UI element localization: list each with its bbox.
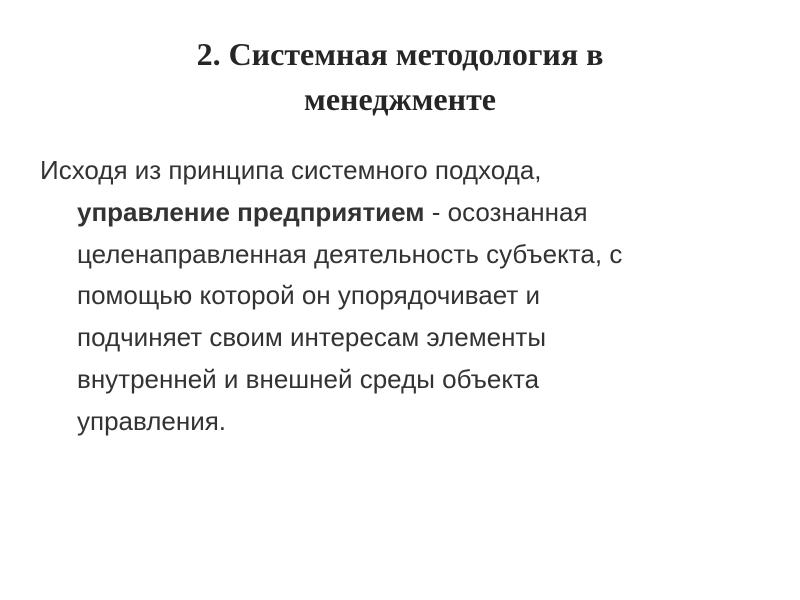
slide-body-paragraph (40, 150, 777, 443)
body-line-3: целенаправленная деятельность субъекта, с (77, 238, 623, 269)
body-line-7: управления. (77, 405, 227, 436)
body-line-5: подчиняет своим интересам элементы (77, 322, 547, 353)
body-line-6: внутренней и внешней среды объекта (77, 363, 540, 394)
body-term-bold: управление предприятием (77, 196, 425, 227)
slide-title-line-2: менеджменте (304, 81, 496, 117)
body-line-4: помощью которой он упорядочивает и (77, 280, 541, 311)
body-line-2-rest: - осознанная (424, 196, 588, 227)
slide-title (60, 32, 740, 122)
body-line-1: Исходя из принципа системного подхода, (40, 155, 542, 185)
slide-title-line-1: 2. Системная методология в (196, 36, 604, 72)
